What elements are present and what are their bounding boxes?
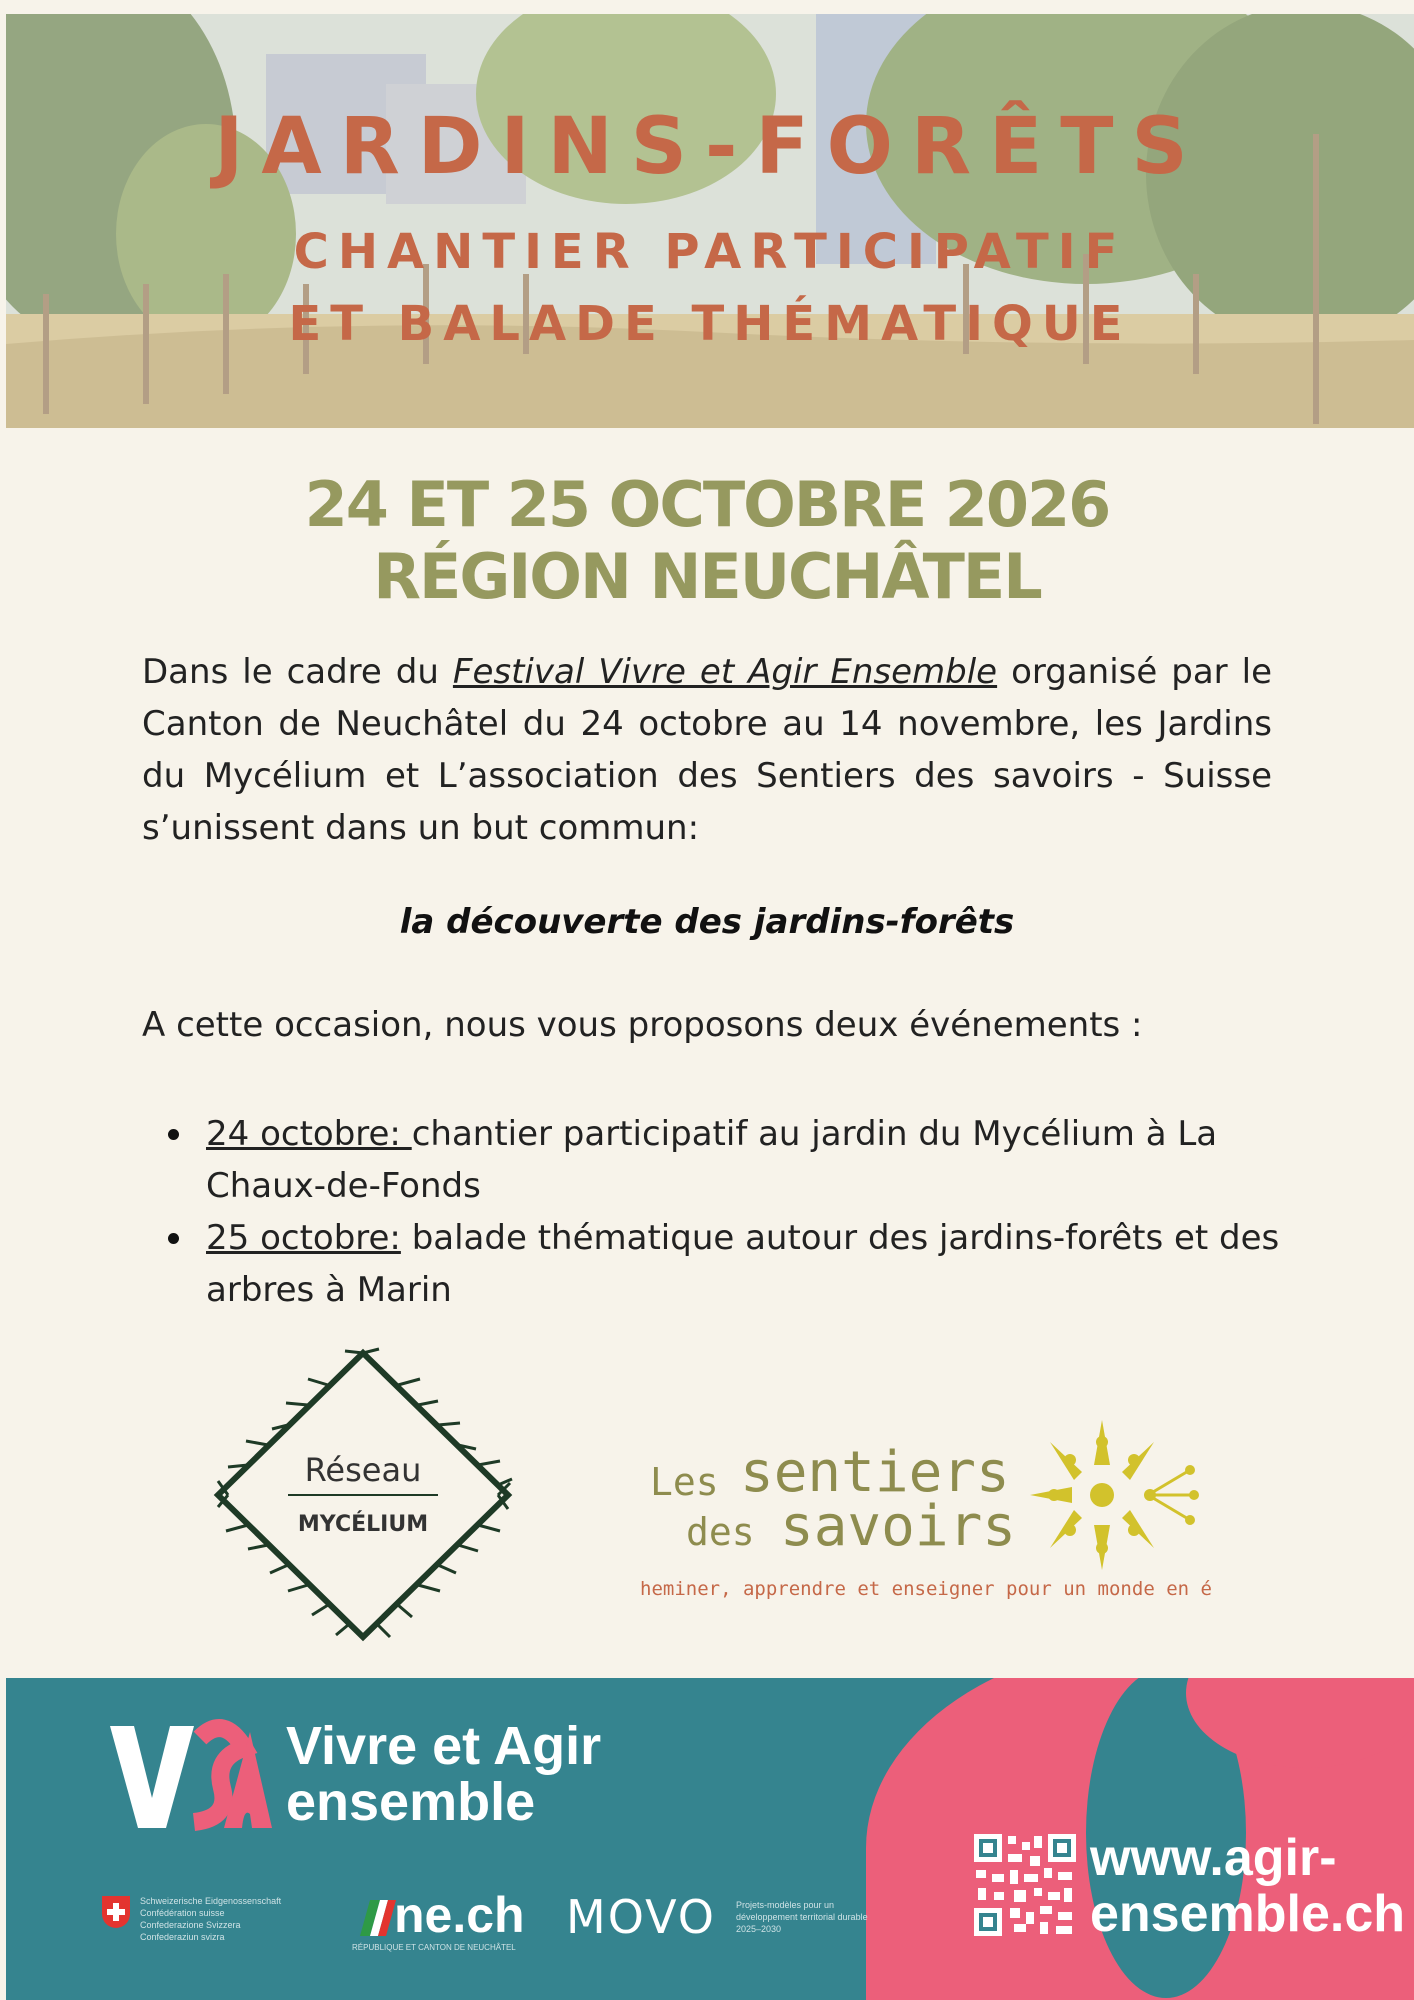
- event-date: 25 octobre:: [206, 1218, 401, 1258]
- qr-code-icon[interactable]: [974, 1834, 1076, 1936]
- main-title: JARDINS-FORÊTS: [214, 102, 1206, 192]
- mycelium-diamond-icon: [208, 1345, 518, 1645]
- confed-line-2: Confédération suisse: [140, 1908, 225, 1918]
- confed-line-3: Confederazione Svizzera: [140, 1920, 241, 1930]
- movo-caption-1: Projets-modèles pour un: [736, 1900, 835, 1910]
- website-url-line-1[interactable]: www.agir-: [1090, 1829, 1337, 1887]
- list-item: [142, 1212, 1282, 1316]
- swiss-crest-icon: [102, 1896, 130, 1928]
- festival-name: Festival Vivre et Agir Ensemble: [452, 652, 998, 692]
- neuchatel-flag-icon: [356, 1900, 396, 1936]
- mycelium-label: MYCÉLIUM: [297, 1512, 429, 1537]
- vae-line-1: Vivre et Agir: [286, 1716, 602, 1776]
- list-item: [142, 1108, 1282, 1212]
- bullet-icon: [168, 1129, 179, 1140]
- reseau-mycelium-logo: [208, 1345, 518, 1645]
- confed-line-1: Schweizerische Eidgenossenschaft: [140, 1896, 282, 1906]
- sentiers-savoirs: savoirs: [780, 1494, 1017, 1559]
- event-description: chantier participatif au jardin du Mycélium à La Chaux-de-Fonds: [206, 1114, 1218, 1206]
- event-description: balade thématique autour des jardins-forêts et des arbres à Marin: [206, 1218, 1280, 1310]
- intro-text-start: Dans le cadre du: [142, 652, 453, 692]
- highlight-text: la découverte des jardins-forêts: [399, 902, 1015, 942]
- events-intro: A cette occasion, nous vous proposons deux événements :: [142, 1005, 1143, 1045]
- subtitle-line-1: CHANTIER PARTICIPATIF: [293, 224, 1127, 280]
- movo-logo: MOVO: [566, 1890, 716, 1944]
- event-dates: 24 ET 25 OCTOBRE 2026: [304, 468, 1110, 541]
- website-url-line-2[interactable]: ensemble.ch: [1090, 1885, 1406, 1943]
- sentiers-word: sentiers: [740, 1440, 1010, 1505]
- intro-text-end: organisé par le Canton de Neuchâtel du 24 octobre au 14 novembre, les Jardins du Mycélium et L’association des Sentiers des savoirs - Suisse s’unissent dans un but commun:: [142, 652, 1272, 848]
- sentiers-des-savoirs-logo: [640, 1410, 1220, 1610]
- sentiers-des: des: [686, 1510, 755, 1554]
- footer-banner: [6, 1678, 1414, 2000]
- events-list: [142, 1108, 1282, 1316]
- sentiers-tagline: heminer, apprendre et enseigner pour un monde en é: [640, 1578, 1212, 1600]
- movo-caption-2: développement territorial durable: [736, 1912, 868, 1922]
- sun-icon: [1030, 1420, 1200, 1570]
- sentiers-les: Les: [650, 1460, 719, 1504]
- intro-paragraph: [142, 646, 1272, 854]
- subtitle-line-2: ET BALADE THÉMATIQUE: [288, 296, 1132, 352]
- event-region: RÉGION NEUCHÂTEL: [373, 540, 1041, 613]
- hero-photo: [6, 14, 1414, 428]
- event-date: 24 octobre:: [206, 1114, 412, 1154]
- ne-caption: RÉPUBLIQUE ET CANTON DE NEUCHÂTEL: [352, 1943, 516, 1952]
- vivre-agir-logo-icon: [104, 1718, 274, 1838]
- movo-caption-3: 2025–2030: [736, 1924, 782, 1934]
- confed-line-4: Confederaziun svizra: [140, 1932, 225, 1942]
- ne-ch-logo: ne.ch: [394, 1887, 525, 1943]
- bullet-icon: [168, 1233, 179, 1244]
- reseau-label: Réseau: [304, 1451, 422, 1489]
- vae-line-2: ensemble: [286, 1772, 536, 1832]
